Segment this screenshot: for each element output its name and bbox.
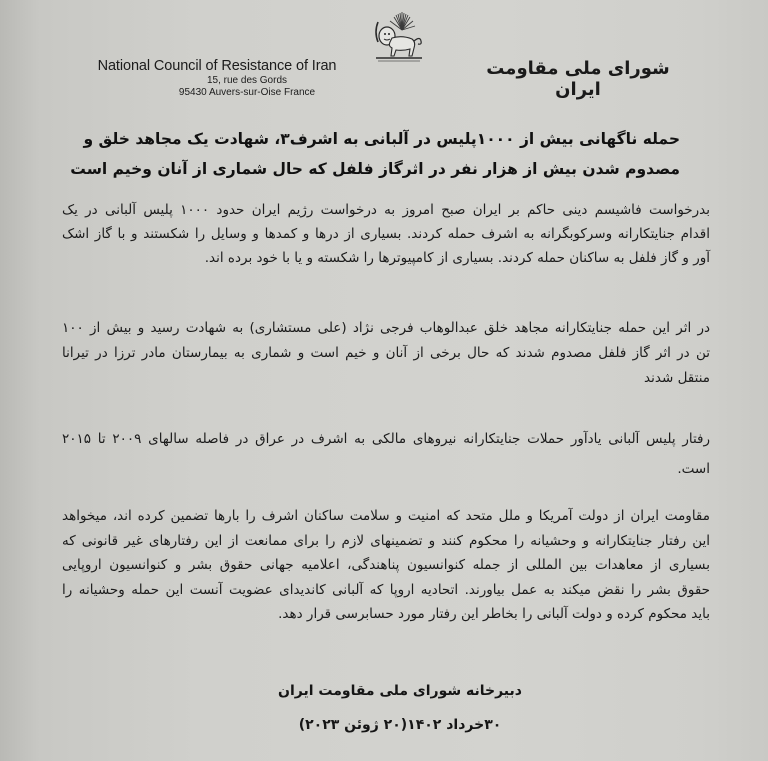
paragraph-line: رفتار پلیس آلبانی یادآور حملات جنایتکارانه نیروهای مالکی به اشرف در عراق در فاصله سالهای ۲۰۰۹ تا ۲۰۱۵ (62, 431, 711, 447)
title-line-1: حمله ناگهانی بیش از ۱۰۰۰پلیس در آلبانی به اشرف۳، شهادت یک مجاهد خلق و (83, 130, 680, 148)
paragraph-line: این رفتار جنایتکارانه و وحشیانه را محکوم کنند و تضمینهای لازم را برای ممانعت از این رفتارهای غیر قانونی که (62, 532, 710, 549)
signature-block (200, 674, 600, 742)
paragraph-2 (62, 316, 710, 391)
title-line-2: مصدوم شدن بیش از هزار نفر در اثرگاز فلفل که حال شماری از آنان وخیم است (70, 160, 680, 178)
letterhead-english (72, 58, 362, 99)
paragraph-line: در اثر این حمله جنایتکارانه مجاهد خلق عبدالوهاب فرجی نژاد (علی مستشاری) به شهادت رسید و بیش از ۱۰۰ (62, 320, 710, 336)
paragraph-1 (62, 198, 710, 270)
paragraph-line: بدرخواست فاشیسم دینی حاکم بر ایران صبح امروز به درخواست رژیم ایران حدود ۱۰۰۰ پلیس آلبانی در یک (62, 202, 710, 218)
paragraph-line: تن در اثر گاز فلفل مصدوم شدند که حال برخی از آنان و خیم است و شماری به بیمارستان مادر ترزا در تیرانا (62, 345, 710, 361)
address-line-2: 95430 Auvers-sur-Oise France (178, 87, 316, 98)
paragraph-line: بسیاری از معاهدات بین المللی از جمله کنوانسیون پناهندگی، اعلامیه جهانی حقوق بشر و کنوانسیون اروپایی (62, 557, 710, 573)
organization-name-en: National Council of Resistance of Iran (97, 58, 337, 74)
paragraph-4 (62, 504, 710, 627)
address-line-1: 15, rue des Gords (206, 75, 288, 86)
signature-date: ۳۰خرداد ۱۴۰۲(۲۰ ژوئن ۲۰۲۳) (298, 717, 502, 733)
signature-office: دبیرخانه شورای ملی مقاومت ایران (278, 683, 522, 699)
paragraph-line: آور و گاز فلفل به ساکنان حمله کردند. بسیاری از کامپیوترها را شکسته و یا با خود برده اند. (204, 250, 710, 266)
paragraph-line: اقدام جنایتکارانه وسرکوبگرانه به اشرف حمله کردند. بسیاری از درها و کمدها و وسایل را شکستند و با گاز اشک (62, 226, 710, 242)
organization-name-fa: شورای ملی مقاومت ایران (486, 58, 670, 100)
lion-and-sun-emblem-icon (368, 8, 428, 66)
paragraph-line: مقاومت ایران از دولت آمریکا و ملل متحد که امنیت و سلامت ساکنان اشرف را بارها تضمین کرده اند، میخواهد (62, 508, 710, 524)
paragraph-line: حقوق بشر را نقض میکند به عمل بیاورند. اتحادیه اروپا که آلبانی کاندیدای عضویت آنست این حمله وحشیانه را (62, 581, 710, 598)
paragraph-line: باید محکوم کرده و دولت آلبانی را بخاطر این رفتار مورد حسابرسی قرار دهد. (278, 606, 710, 622)
statement-title (70, 124, 680, 184)
paragraph-line: است. (677, 461, 710, 477)
paragraph-line: منتقل شدند (644, 370, 710, 386)
paragraph-3 (62, 424, 710, 484)
